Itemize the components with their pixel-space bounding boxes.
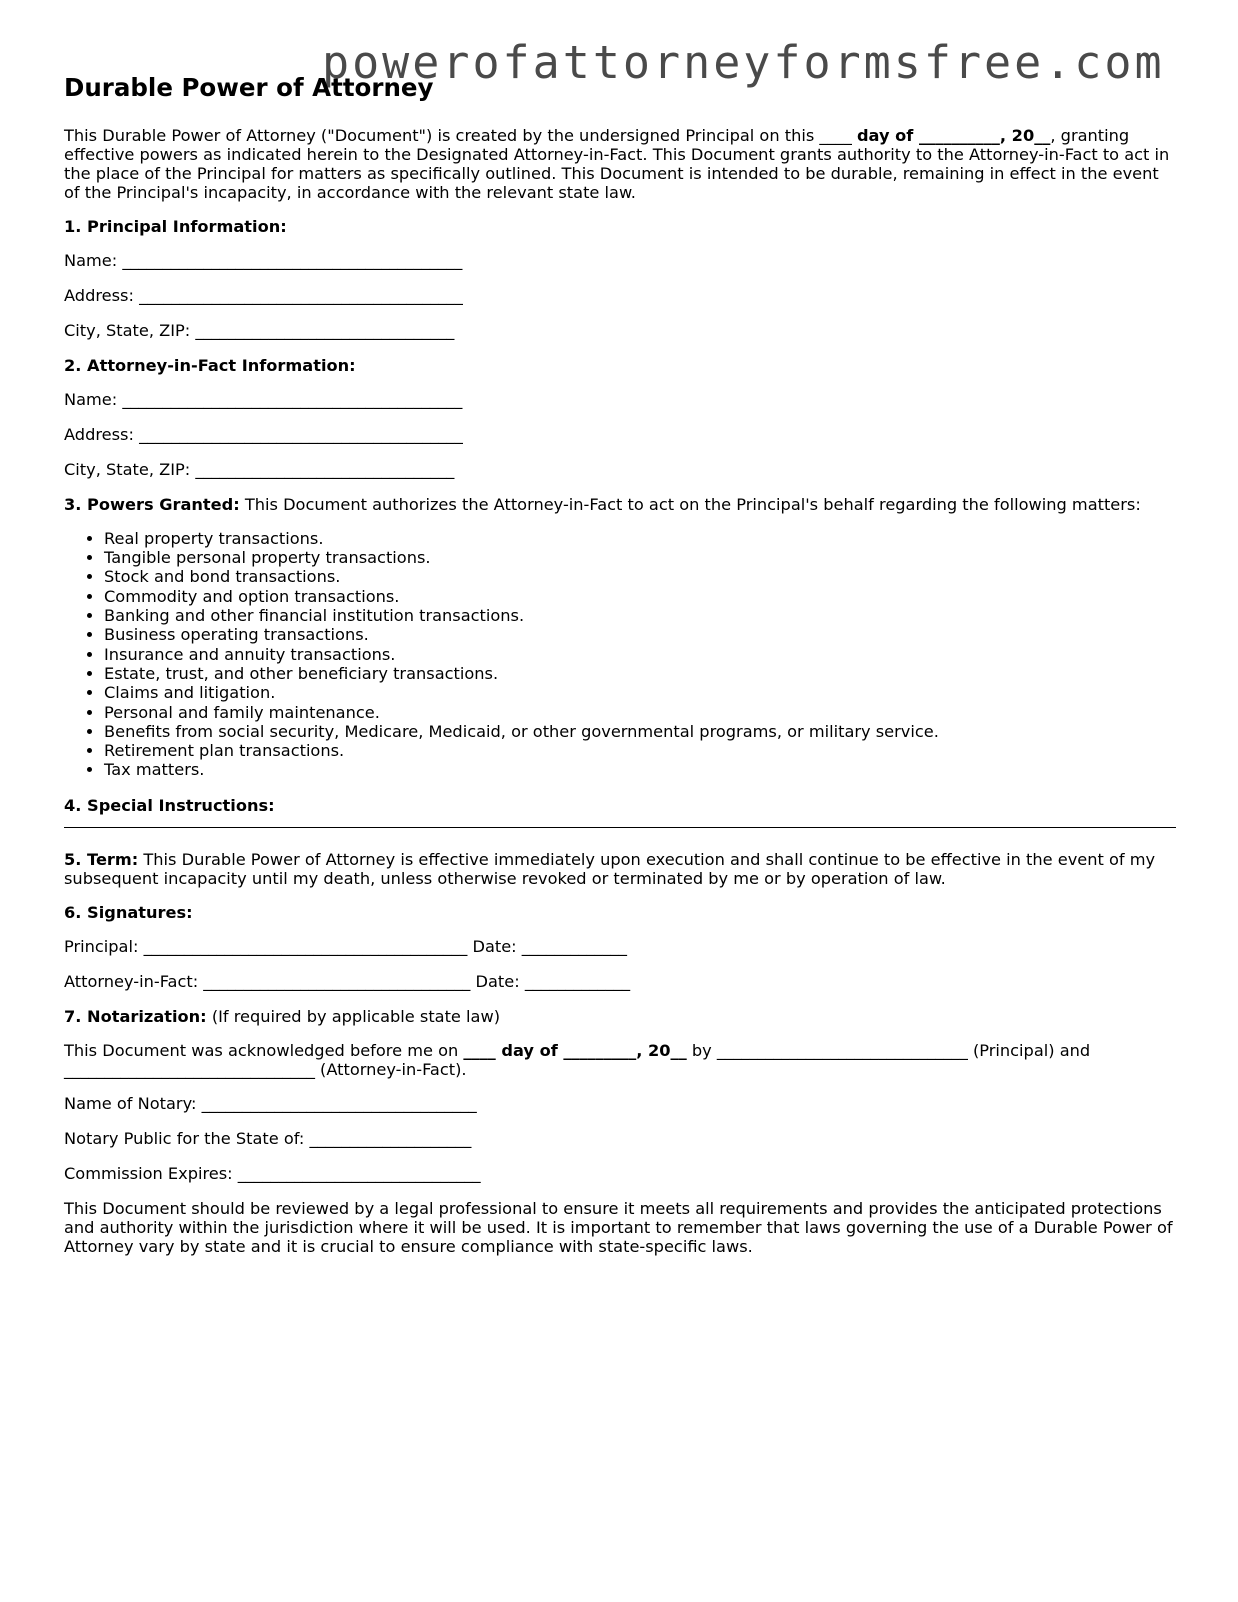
- commission-expires-field[interactable]: Commission Expires: ______________________________: [64, 1163, 481, 1183]
- power-item: • Claims and litigation.: [104, 683, 1176, 702]
- watermark: powerofattorneyformsfree.com: [322, 36, 1165, 89]
- power-item: • Real property transactions.: [104, 529, 1176, 548]
- principal-address-field[interactable]: Address: ________________________________________: [64, 285, 463, 305]
- attorney-name-field[interactable]: Name: __________________________________________: [64, 389, 463, 409]
- ack-date-blank: ____ day of _________, 20__: [463, 1040, 687, 1060]
- intro-text-start: This Durable Power of Attorney ("Document") is created by the undersigned Principal on this ____: [64, 125, 857, 145]
- acknowledgment-paragraph: [64, 1041, 1176, 1079]
- principal-city-field[interactable]: City, State, ZIP: ________________________________: [64, 320, 455, 340]
- document-title: Durable Power of Attorney: [64, 73, 434, 102]
- power-item: • Stock and bond transactions.: [104, 567, 1176, 586]
- notarization-note: (If required by applicable state law): [206, 1006, 501, 1026]
- principal-heading: 1. Principal Information:: [64, 216, 287, 236]
- power-item: • Tangible personal property transactions.: [104, 548, 1176, 567]
- power-item: • Estate, trust, and other beneficiary transactions.: [104, 664, 1176, 683]
- term-text: This Durable Power of Attorney is effective immediately upon execution and shall continue to be effective in the event of my subsequent incapacity until my death, unless otherwise revoked or terminated by me or by operation of law.: [64, 849, 1156, 888]
- power-item: • Business operating transactions.: [104, 625, 1176, 644]
- attorney-signature-field[interactable]: Attorney-in-Fact: _________________________________ Date: _____________: [64, 971, 631, 991]
- document-body: [64, 72, 1176, 1271]
- attorney-city-field[interactable]: City, State, ZIP: ________________________________: [64, 459, 455, 479]
- attorney-heading: 2. Attorney-in-Fact Information:: [64, 355, 356, 375]
- principal-signature-field[interactable]: Principal: ________________________________________ Date: _____________: [64, 936, 627, 956]
- intro-date-blank: day of __________, 20__: [856, 125, 1051, 145]
- powers-paragraph: [64, 495, 1176, 514]
- power-item: • Benefits from social security, Medicare, Medicaid, or other governmental programs, or military service.: [104, 722, 1176, 741]
- signatures-heading: 6. Signatures:: [64, 902, 193, 922]
- term-paragraph: [64, 850, 1176, 888]
- term-heading: 5. Term:: [64, 849, 139, 869]
- ack-text-start: This Document was acknowledged before me on: [64, 1040, 464, 1060]
- notarization-paragraph: [64, 1007, 1176, 1026]
- notary-name-field[interactable]: Name of Notary: __________________________________: [64, 1093, 477, 1113]
- power-item: • Tax matters.: [104, 760, 1176, 779]
- power-item: • Insurance and annuity transactions.: [104, 645, 1176, 664]
- intro-paragraph: [64, 126, 1176, 202]
- notarization-heading: 7. Notarization:: [64, 1006, 207, 1026]
- power-item: • Banking and other financial institution transactions.: [104, 606, 1176, 625]
- power-item: • Retirement plan transactions.: [104, 741, 1176, 760]
- attorney-address-field[interactable]: Address: ________________________________________: [64, 424, 463, 444]
- intro-text-end: , granting effective powers as indicated herein to the Designated Attorney-in-Fact. This Document grants authority to the Attorney-in-Fact to act in the place of the Principal for matters as specifically outlined. This Document is intended to be durable, remaining in effect in the event of the Principal's incapacity, in accordance with the relevant state law.: [64, 125, 1170, 202]
- principal-name-field[interactable]: Name: __________________________________________: [64, 250, 463, 270]
- closing-paragraph: This Document should be reviewed by a legal professional to ensure it meets all requirements and provides the anticipated protections and authority within the jurisdiction where it will be used. It is important to remember that laws governing the use of a Durable Power of Attorney vary by state and it is crucial to ensure compliance with state-specific laws.: [64, 1198, 1173, 1256]
- powers-text: This Document authorizes the Attorney-in-Fact to act on the Principal's behalf regarding the following matters:: [239, 494, 1141, 514]
- powers-heading: 3. Powers Granted:: [64, 494, 240, 514]
- special-instructions-heading: 4. Special Instructions:: [64, 795, 275, 815]
- ack-text-end: by _______________________________ (Principal) and _______________________________ (Attorney-in-Fact).: [64, 1040, 1091, 1079]
- power-item: • Personal and family maintenance.: [104, 703, 1176, 722]
- special-instructions-line[interactable]: [64, 822, 1176, 828]
- powers-list: [64, 529, 1176, 780]
- power-item: • Commodity and option transactions.: [104, 587, 1176, 606]
- notary-state-field[interactable]: Notary Public for the State of: ____________________: [64, 1128, 472, 1148]
